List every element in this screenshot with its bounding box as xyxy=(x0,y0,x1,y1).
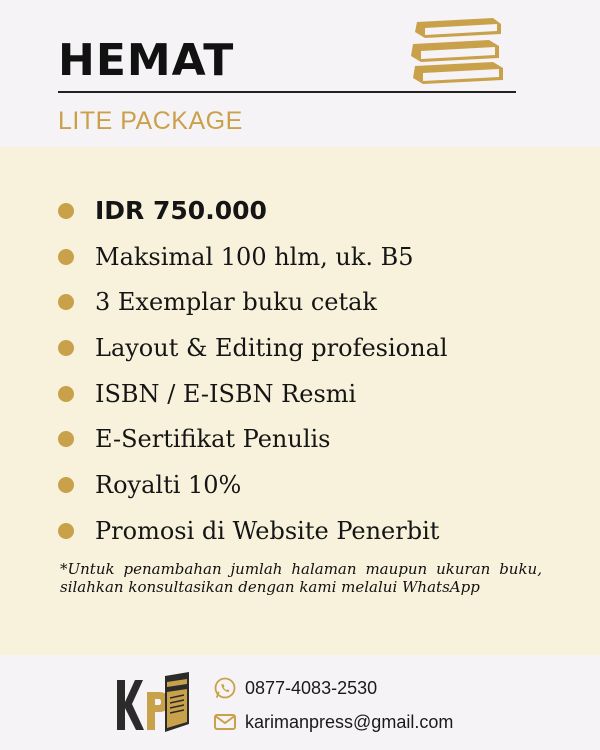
bullet-dot-icon xyxy=(58,523,74,539)
footnote: *Untuk penambahan jumlah halaman maupun ukuran buku, silahkan konsultasikan dengan kami melalui WhatsApp xyxy=(60,560,542,596)
feature-text: E-Sertifikat Penulis xyxy=(95,425,331,454)
feature-text: 3 Exemplar buku cetak xyxy=(95,288,377,317)
title-divider xyxy=(58,91,516,93)
feature-price xyxy=(58,188,448,234)
feature-item xyxy=(58,508,448,554)
feature-item xyxy=(58,234,448,280)
footer xyxy=(0,655,600,750)
bullet-dot-icon xyxy=(58,477,74,493)
feature-item xyxy=(58,279,448,325)
kariman-press-logo xyxy=(115,672,193,738)
bullet-dot-icon xyxy=(58,386,74,402)
feature-item xyxy=(58,371,448,417)
mail-icon xyxy=(213,710,237,734)
phone-contact[interactable] xyxy=(213,676,377,700)
price-text: IDR 750.000 xyxy=(95,196,267,226)
feature-list xyxy=(58,188,448,554)
feature-item xyxy=(58,325,448,371)
bullet-dot-icon xyxy=(58,340,74,356)
package-title: HEMAT xyxy=(58,35,235,86)
feature-text: ISBN / E-ISBN Resmi xyxy=(95,379,357,408)
bullet-dot-icon xyxy=(58,431,74,447)
whatsapp-icon xyxy=(213,676,237,700)
email-address: karimanpress@gmail.com xyxy=(245,711,454,732)
bullet-dot-icon xyxy=(58,203,74,219)
phone-number: 0877-4083-2530 xyxy=(245,677,378,698)
bullet-dot-icon xyxy=(58,294,74,310)
header xyxy=(0,0,600,147)
books-stack-icon xyxy=(405,12,505,88)
feature-item xyxy=(58,416,448,462)
feature-text: Layout & Editing profesional xyxy=(95,333,448,362)
feature-item xyxy=(58,462,448,508)
bullet-dot-icon xyxy=(58,249,74,265)
package-subtitle: LITE PACKAGE xyxy=(58,107,243,135)
feature-text: Promosi di Website Penerbit xyxy=(95,516,440,545)
feature-text: Royalti 10% xyxy=(95,470,242,499)
feature-text: Maksimal 100 hlm, uk. B5 xyxy=(95,242,414,271)
email-contact[interactable] xyxy=(213,710,453,734)
